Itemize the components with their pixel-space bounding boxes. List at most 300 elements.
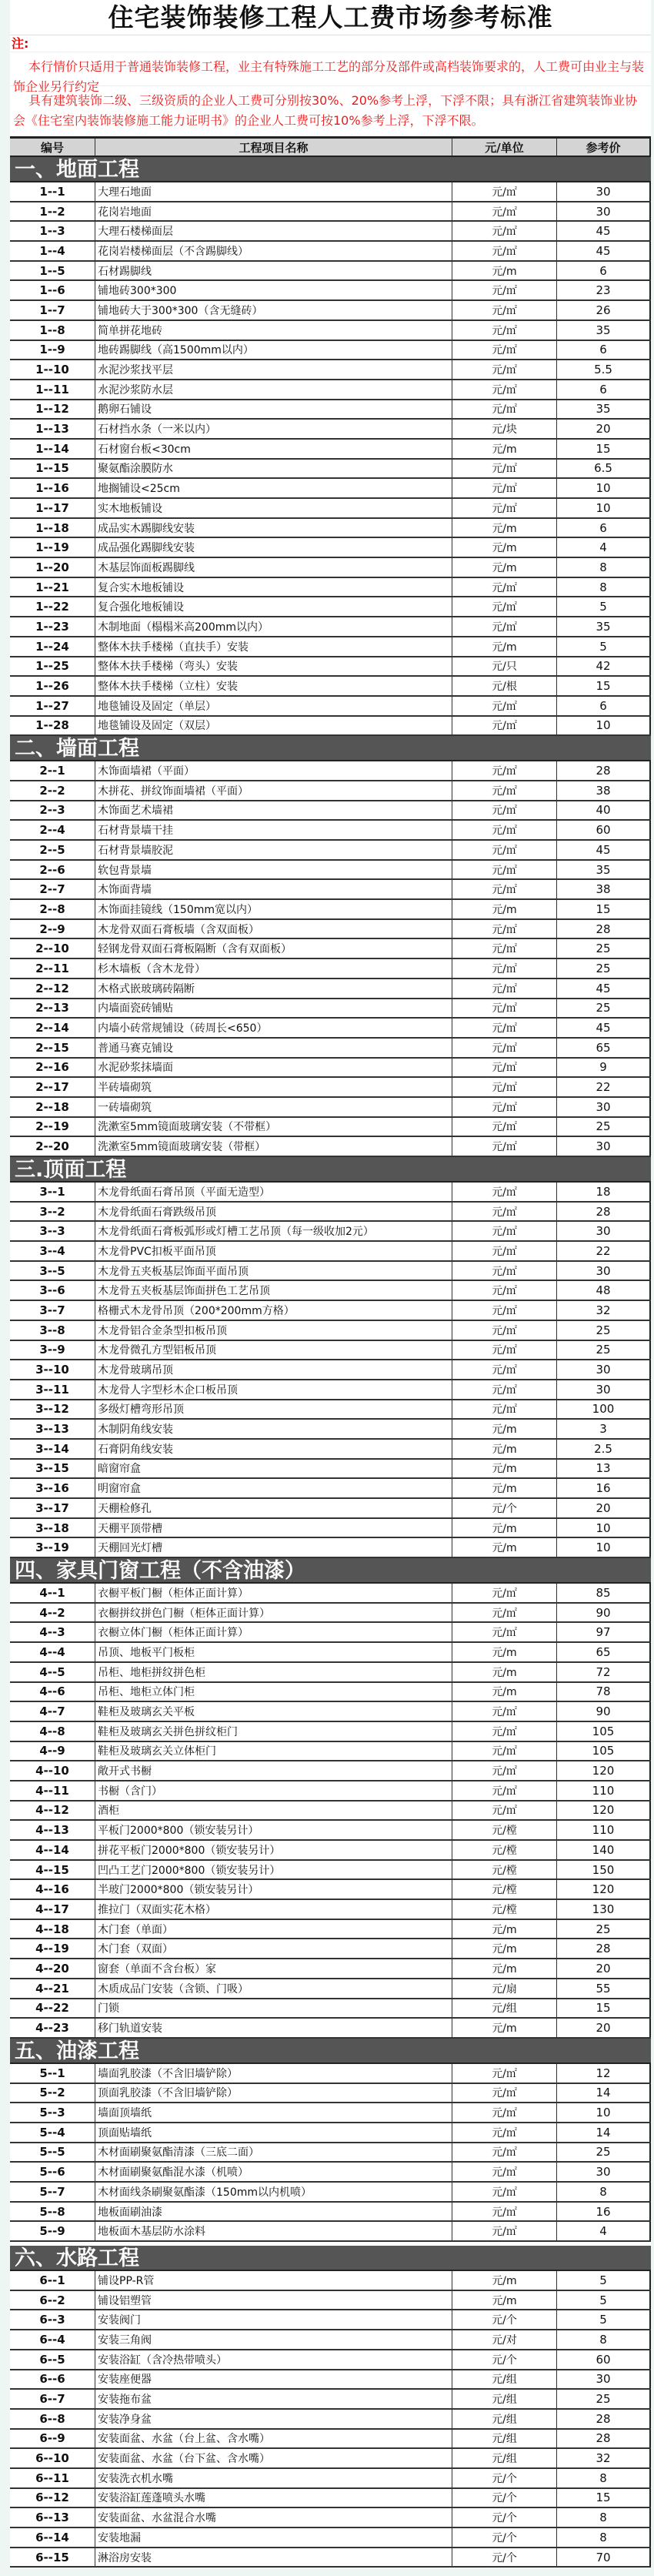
item-unit: 元/㎡ <box>452 499 557 517</box>
item-code: 2--2 <box>10 781 95 800</box>
item-unit: 元/个 <box>452 1499 557 1517</box>
item-name: 木制阴角线安装 <box>95 1420 452 1438</box>
item-code: 2--5 <box>10 841 95 859</box>
section-heading: 六、水路工程 <box>10 2246 651 2271</box>
item-code: 4--15 <box>10 1861 95 1879</box>
item-unit: 元/㎡ <box>452 1098 557 1116</box>
item-name: 聚氨酯涂膜防水 <box>95 460 452 478</box>
item-price: 30 <box>557 2370 651 2389</box>
item-unit: 元/㎡ <box>452 1059 557 1077</box>
item-code: 1--12 <box>10 400 95 419</box>
item-name: 木龙骨双面石膏板墙（含双面板） <box>95 920 452 938</box>
item-unit: 元/扇 <box>452 1979 557 1998</box>
table-row <box>10 2350 651 2370</box>
item-price: 60 <box>557 821 651 839</box>
item-name: 木门套（双面） <box>95 1939 452 1958</box>
item-unit: 元/对 <box>452 2330 557 2349</box>
item-name: 淋浴房安装 <box>95 2548 452 2567</box>
item-unit: 元/㎡ <box>452 1722 557 1741</box>
item-price: 42 <box>557 657 651 676</box>
item-name: 酒柜 <box>95 1802 452 1820</box>
item-name: 复合实木地板铺设 <box>95 578 452 597</box>
item-name: 整体木扶手楼梯（弯头）安装 <box>95 657 452 676</box>
item-code: 6--6 <box>10 2370 95 2389</box>
item-code: 1--9 <box>10 341 95 360</box>
table-row <box>10 2019 651 2039</box>
item-price: 16 <box>557 1479 651 1497</box>
item-price: 30 <box>557 202 651 221</box>
item-code: 4--11 <box>10 1781 95 1800</box>
item-code: 3--3 <box>10 1222 95 1240</box>
item-price: 25 <box>557 2390 651 2408</box>
item-unit: 元/㎡ <box>452 1262 557 1280</box>
table-row <box>10 1959 651 1979</box>
item-code: 6--12 <box>10 2489 95 2507</box>
item-unit: 元/块 <box>452 420 557 438</box>
item-price: 8 <box>557 2528 651 2547</box>
item-unit: 元/m <box>452 538 557 557</box>
table-row <box>10 1400 651 1420</box>
table-row <box>10 460 651 480</box>
item-code: 1--21 <box>10 578 95 597</box>
item-name: 安装净身盆 <box>95 2410 452 2428</box>
item-code: 1--16 <box>10 479 95 497</box>
item-price: 105 <box>557 1742 651 1761</box>
item-price: 20 <box>557 1499 651 1517</box>
table-row <box>10 538 651 558</box>
item-code: 1--8 <box>10 321 95 340</box>
table-row <box>10 1920 651 1940</box>
item-name: 木格式嵌玻璃砖隔断 <box>95 979 452 998</box>
table-row <box>10 1222 651 1242</box>
note-2: 具有建筑装饰二级、三级资质的企业人工费可分别按30%、20%参考上浮，下浮不限；具有浙江省建筑装饰业协会《住宅室内装饰装修施工能力证明书》的企业人工费可按10%参考上浮，下浮不限。 <box>13 93 638 128</box>
table-row <box>10 1019 651 1039</box>
item-code: 4--5 <box>10 1663 95 1681</box>
item-unit: 元/㎡ <box>452 321 557 340</box>
table-row <box>10 1880 651 1900</box>
item-price: 90 <box>557 1604 651 1622</box>
item-price: 90 <box>557 1702 651 1721</box>
item-name: 地毯铺设及固定（双层） <box>95 717 452 735</box>
table-row <box>10 2143 651 2163</box>
item-unit: 元/㎡ <box>452 578 557 597</box>
item-unit: 元/m <box>452 1479 557 1497</box>
item-price: 25 <box>557 2143 651 2162</box>
item-price: 5.5 <box>557 360 651 379</box>
item-price: 97 <box>557 1623 651 1641</box>
item-name: 简单拼花地砖 <box>95 321 452 340</box>
item-price: 25 <box>557 939 651 958</box>
item-code: 1--13 <box>10 420 95 438</box>
item-code: 3--4 <box>10 1242 95 1260</box>
table-row <box>10 717 651 737</box>
item-unit: 元/㎡ <box>452 2222 557 2240</box>
item-name: 石材背景墙胶泥 <box>95 841 452 859</box>
item-price: 35 <box>557 617 651 636</box>
table-row <box>10 999 651 1019</box>
table-row <box>10 2163 651 2183</box>
table-row <box>10 677 651 697</box>
item-name: 木饰面艺术墙裙 <box>95 801 452 820</box>
table-row <box>10 1479 651 1499</box>
item-name: 凹凸工艺门2000*800（锁安装另计） <box>95 1861 452 1879</box>
item-name: 衣橱拼纹拼色门橱（柜体正面计算） <box>95 1604 452 1622</box>
item-code: 6--10 <box>10 2449 95 2467</box>
item-unit: 元/㎡ <box>452 1781 557 1800</box>
table-row <box>10 657 651 677</box>
table-row <box>10 801 651 821</box>
table-row <box>10 2370 651 2390</box>
item-code: 4--6 <box>10 1683 95 1701</box>
item-unit: 元/樘 <box>452 1900 557 1919</box>
item-price: 14 <box>557 2084 651 2103</box>
item-unit: 元/㎡ <box>452 400 557 419</box>
item-unit: 元/㎡ <box>452 1702 557 1721</box>
table-row <box>10 222 651 242</box>
item-name: 安装浴缸莲蓬喷头水嘴 <box>95 2489 452 2507</box>
item-unit: 元/㎡ <box>452 479 557 497</box>
table-row <box>10 1242 651 1262</box>
table-row <box>10 202 651 222</box>
item-code: 2--13 <box>10 999 95 1018</box>
item-unit: 元/㎡ <box>452 2123 557 2142</box>
table-row <box>10 1203 651 1223</box>
item-code: 4--1 <box>10 1584 95 1602</box>
item-unit: 元/㎡ <box>452 880 557 898</box>
section-heading: 四、家具门窗工程（不含油漆） <box>10 1558 651 1584</box>
item-code: 3--9 <box>10 1341 95 1360</box>
item-unit: 元/组 <box>452 2370 557 2389</box>
item-code: 5--7 <box>10 2183 95 2201</box>
price-sheet <box>10 0 651 2568</box>
item-name: 衣橱平板门橱（柜体正面计算） <box>95 1584 452 1602</box>
item-price: 6 <box>557 380 651 399</box>
item-name: 大理石楼梯面层 <box>95 222 452 240</box>
table-row <box>10 341 651 361</box>
page-title: 住宅装饰装修工程人工费市场参考标准 <box>10 0 651 35</box>
item-unit: 元/樘 <box>452 1861 557 1879</box>
table-row <box>10 420 651 440</box>
item-code: 6--5 <box>10 2350 95 2369</box>
item-unit: 元/㎡ <box>452 1400 557 1419</box>
item-unit: 元/㎡ <box>452 841 557 859</box>
item-code: 4--14 <box>10 1841 95 1859</box>
item-unit: 元/m <box>452 1440 557 1458</box>
item-name: 安装地漏 <box>95 2528 452 2547</box>
item-unit: 元/㎡ <box>452 821 557 839</box>
item-name: 木龙骨铝合金条型扣板吊顶 <box>95 1321 452 1340</box>
item-name: 木门套（单面） <box>95 1920 452 1939</box>
item-price: 30 <box>557 1222 651 1240</box>
table-row <box>10 2183 651 2203</box>
item-price: 20 <box>557 420 651 438</box>
item-code: 3--15 <box>10 1460 95 1478</box>
item-name: 鞋柜及玻璃玄关立体柜门 <box>95 1742 452 1761</box>
table-row <box>10 2410 651 2430</box>
item-code: 2--19 <box>10 1118 95 1136</box>
item-code: 1--3 <box>10 222 95 240</box>
item-code: 1--4 <box>10 242 95 260</box>
item-name: 木龙骨微孔方型铝板吊顶 <box>95 1341 452 1360</box>
item-code: 6--2 <box>10 2291 95 2310</box>
item-price: 5 <box>557 2291 651 2310</box>
item-price: 32 <box>557 2449 651 2467</box>
item-code: 4--8 <box>10 1722 95 1741</box>
table-row <box>10 1321 651 1341</box>
item-unit: 元/㎡ <box>452 360 557 379</box>
item-unit: 元/㎡ <box>452 2084 557 2103</box>
table-row <box>10 2469 651 2489</box>
item-name: 水泥沙浆找平层 <box>95 360 452 379</box>
item-code: 2--3 <box>10 801 95 820</box>
item-price: 35 <box>557 400 651 419</box>
item-price: 72 <box>557 1663 651 1681</box>
item-unit: 元/m <box>452 1663 557 1681</box>
item-price: 30 <box>557 1098 651 1116</box>
table-row <box>10 1979 651 1999</box>
table-row <box>10 2291 651 2311</box>
item-unit: 元/m <box>452 2271 557 2290</box>
item-unit: 元/㎡ <box>452 761 557 780</box>
item-unit: 元/㎡ <box>452 202 557 221</box>
item-price: 4 <box>557 538 651 557</box>
item-code: 6--11 <box>10 2469 95 2487</box>
table-row <box>10 1683 651 1703</box>
item-unit: 元/㎡ <box>452 1019 557 1037</box>
item-unit: 元/㎡ <box>452 2183 557 2201</box>
item-unit: 元/m <box>452 558 557 577</box>
table-row <box>10 697 651 717</box>
item-price: 26 <box>557 301 651 319</box>
table-row <box>10 301 651 321</box>
item-code: 1--17 <box>10 499 95 517</box>
item-unit: 元/樘 <box>452 1841 557 1859</box>
item-price: 10 <box>557 1519 651 1537</box>
item-unit: 元/㎡ <box>452 222 557 240</box>
item-name: 地板面木基层防水涂料 <box>95 2222 452 2240</box>
item-code: 2--4 <box>10 821 95 839</box>
item-code: 2--12 <box>10 979 95 998</box>
item-name: 花岗岩地面 <box>95 202 452 221</box>
table-row <box>10 2203 651 2223</box>
item-price: 25 <box>557 1920 651 1939</box>
item-price: 38 <box>557 880 651 898</box>
price-table <box>10 136 651 2568</box>
item-unit: 元/樘 <box>452 1821 557 1839</box>
table-row <box>10 939 651 959</box>
item-unit: 元/㎡ <box>452 717 557 735</box>
item-unit: 元/㎡ <box>452 1301 557 1320</box>
item-price: 15 <box>557 677 651 695</box>
item-name: 内墙小砖常规铺设（砖周长<650） <box>95 1019 452 1037</box>
item-price: 3 <box>557 1420 651 1438</box>
item-name: 轻钢龙骨双面石膏板隔断（含有双面板） <box>95 939 452 958</box>
item-unit: 元/㎡ <box>452 617 557 636</box>
item-name: 半砖墙砌筑 <box>95 1078 452 1096</box>
item-code: 5--3 <box>10 2103 95 2122</box>
table-row <box>10 1420 651 1440</box>
item-name: 安装面盆、水盆混合水嘴 <box>95 2508 452 2527</box>
item-unit: 元/个 <box>452 2489 557 2507</box>
item-code: 3--10 <box>10 1360 95 1379</box>
item-price: 14 <box>557 2123 651 2142</box>
item-price: 85 <box>557 1584 651 1602</box>
item-unit: 元/㎡ <box>452 959 557 978</box>
item-code: 4--19 <box>10 1939 95 1958</box>
item-code: 2--10 <box>10 939 95 958</box>
table-row <box>10 2548 651 2568</box>
item-code: 3--7 <box>10 1301 95 1320</box>
item-price: 10 <box>557 1538 651 1557</box>
item-code: 3--5 <box>10 1262 95 1280</box>
item-name: 木制地面（榻榻米高200mm以内） <box>95 617 452 636</box>
item-name: 平板门2000*800（锁安装另计） <box>95 1821 452 1839</box>
item-unit: 元/㎡ <box>452 2143 557 2162</box>
item-price: 12 <box>557 2064 651 2083</box>
item-name: 整体木扶手楼梯（立柱）安装 <box>95 677 452 695</box>
item-unit: 元/樘 <box>452 1880 557 1899</box>
item-price: 20 <box>557 2019 651 2037</box>
item-code: 1--1 <box>10 182 95 201</box>
item-price: 5 <box>557 2271 651 2290</box>
section-heading: 五、油漆工程 <box>10 2039 651 2064</box>
item-unit: 元/㎡ <box>452 281 557 299</box>
item-code: 1--22 <box>10 597 95 616</box>
item-price: 2.5 <box>557 1440 651 1458</box>
table-row <box>10 1802 651 1822</box>
item-code: 3--19 <box>10 1538 95 1557</box>
item-name: 石材踢脚线 <box>95 262 452 280</box>
item-unit: 元/㎡ <box>452 1118 557 1136</box>
item-price: 5 <box>557 637 651 656</box>
item-unit: 元/个 <box>452 2508 557 2527</box>
item-code: 2--7 <box>10 880 95 898</box>
item-unit: 元/个 <box>452 2350 557 2369</box>
item-name: 花岗岩楼梯面层（不含踢脚线） <box>95 242 452 260</box>
item-name: 吊顶、地板平门板柜 <box>95 1643 452 1661</box>
table-row <box>10 861 651 881</box>
item-price: 32 <box>557 1301 651 1320</box>
note-1: 本行情价只适用于普通装饰装修工程，业主有特殊施工工艺的部分及部件或高档装饰要求的，人工费可由业主与装饰企业另行约定 <box>10 52 651 86</box>
item-price: 8 <box>557 2330 651 2349</box>
item-code: 4--3 <box>10 1623 95 1641</box>
item-unit: 元/m <box>452 2019 557 2037</box>
item-price: 150 <box>557 1861 651 1879</box>
item-name: 地搁铺设<25cm <box>95 479 452 497</box>
item-code: 1--20 <box>10 558 95 577</box>
item-price: 6 <box>557 262 651 280</box>
item-name: 木质成品门安装（含锁、门吸） <box>95 1979 452 1998</box>
item-name: 木龙骨纸面石膏板弧形或灯槽工艺吊顶（每一级收加2元） <box>95 1222 452 1240</box>
item-price: 25 <box>557 1321 651 1340</box>
table-row <box>10 1841 651 1861</box>
table-row <box>10 2123 651 2143</box>
item-name: 实木地板铺设 <box>95 499 452 517</box>
item-name: 木龙骨五夹板基层饰面拼色工艺吊顶 <box>95 1281 452 1300</box>
item-name: 杉木墙板（含木龙骨） <box>95 959 452 978</box>
item-price: 38 <box>557 781 651 800</box>
item-code: 6--15 <box>10 2548 95 2567</box>
table-row <box>10 1702 651 1722</box>
item-unit: 元/m <box>452 440 557 458</box>
item-code: 2--9 <box>10 920 95 938</box>
item-code: 4--10 <box>10 1761 95 1780</box>
item-unit: 元/组 <box>452 2410 557 2428</box>
item-price: 22 <box>557 1078 651 1096</box>
item-code: 3--8 <box>10 1321 95 1340</box>
item-price: 25 <box>557 1118 651 1136</box>
item-price: 20 <box>557 1959 651 1978</box>
item-unit: 元/m <box>452 1420 557 1438</box>
item-price: 10 <box>557 499 651 517</box>
table-row <box>10 2528 651 2548</box>
item-name: 鞋柜及玻璃玄关拼色拼纹柜门 <box>95 1722 452 1741</box>
item-name: 天棚平顶带槽 <box>95 1519 452 1537</box>
item-code: 3--2 <box>10 1203 95 1221</box>
item-price: 30 <box>557 182 651 201</box>
table-row <box>10 1183 651 1203</box>
table-row <box>10 2430 651 2450</box>
item-name: 成品实木踢脚线安装 <box>95 519 452 537</box>
item-code: 1--10 <box>10 360 95 379</box>
table-row <box>10 637 651 657</box>
item-name: 安装阀门 <box>95 2310 452 2329</box>
item-price: 110 <box>557 1781 651 1800</box>
item-name: 地毯铺设及固定（单层） <box>95 697 452 715</box>
item-price: 15 <box>557 2489 651 2507</box>
header-code: 编号 <box>10 139 95 156</box>
table-row <box>10 1301 651 1321</box>
table-row <box>10 2390 651 2410</box>
item-price: 28 <box>557 920 651 938</box>
item-code: 5--9 <box>10 2222 95 2240</box>
table-row <box>10 360 651 380</box>
item-code: 1--26 <box>10 677 95 695</box>
table-row <box>10 1098 651 1118</box>
item-price: 100 <box>557 1400 651 1419</box>
item-code: 6--9 <box>10 2430 95 2448</box>
item-code: 1--27 <box>10 697 95 715</box>
item-name: 敞开式书橱 <box>95 1761 452 1780</box>
item-price: 60 <box>557 2350 651 2369</box>
item-name: 天棚检修孔 <box>95 1499 452 1517</box>
table-row <box>10 1281 651 1301</box>
table-row <box>10 400 651 420</box>
item-code: 1--24 <box>10 637 95 656</box>
item-price: 30 <box>557 1262 651 1280</box>
item-name: 木龙骨纸面石膏跌级吊顶 <box>95 1203 452 1221</box>
item-price: 28 <box>557 2430 651 2448</box>
table-row <box>10 1118 651 1138</box>
item-price: 4 <box>557 2222 651 2240</box>
item-code: 1--23 <box>10 617 95 636</box>
item-name: 安装座便器 <box>95 2370 452 2389</box>
item-code: 1--14 <box>10 440 95 458</box>
item-code: 4--16 <box>10 1880 95 1899</box>
item-code: 5--1 <box>10 2064 95 2083</box>
table-row <box>10 1821 651 1841</box>
item-unit: 元/m <box>452 1939 557 1958</box>
item-name: 明窗帘盒 <box>95 1479 452 1497</box>
item-name: 推拉门（双面实花木格） <box>95 1900 452 1919</box>
section-heading: 一、地面工程 <box>10 157 651 182</box>
item-code: 3--1 <box>10 1183 95 1201</box>
item-name: 铺地砖300*300 <box>95 281 452 299</box>
item-price: 8 <box>557 2183 651 2201</box>
item-unit: 元/㎡ <box>452 1242 557 1260</box>
item-name: 衣橱立体门橱（柜体正面计算） <box>95 1623 452 1641</box>
item-name: 暗窗帘盒 <box>95 1460 452 1478</box>
